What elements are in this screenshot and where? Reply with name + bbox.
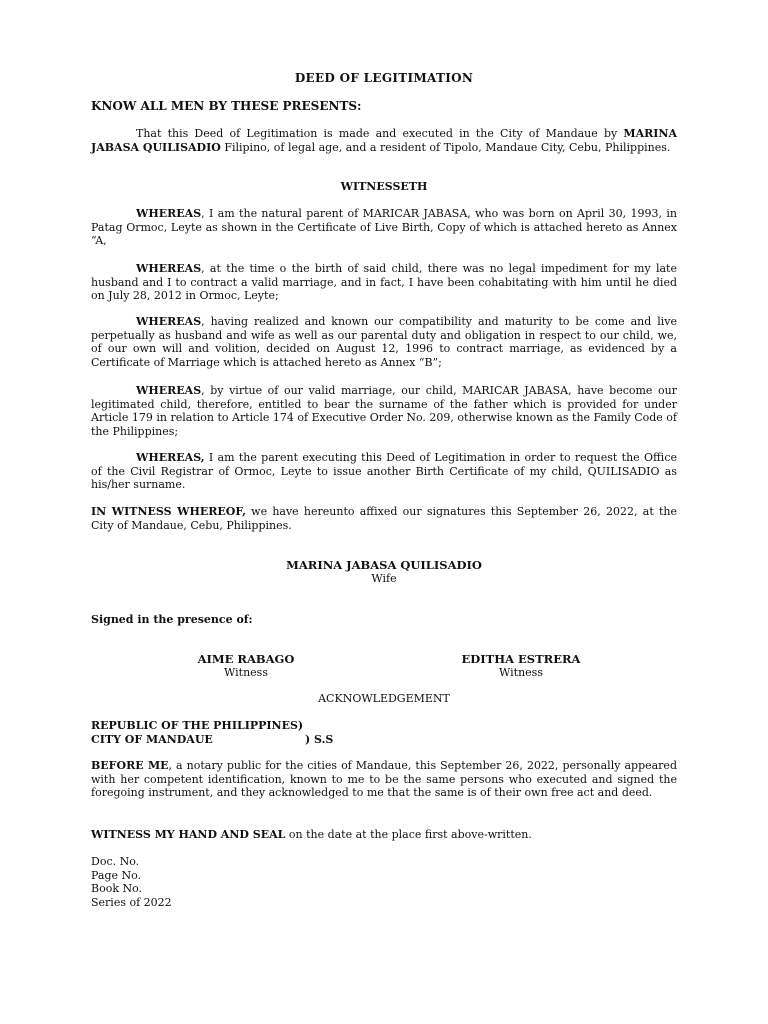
whereas-paragraph-5 bbox=[91, 451, 677, 492]
whereas-lead: WHEREAS bbox=[136, 315, 202, 328]
witness-block-2 bbox=[415, 652, 627, 680]
before-me-paragraph bbox=[91, 759, 677, 800]
whereas-lead: WHEREAS, bbox=[136, 451, 205, 464]
venue-block bbox=[91, 719, 333, 746]
whereas-paragraph-1 bbox=[91, 207, 677, 248]
witnesseth-heading: WITNESSETH bbox=[340, 180, 428, 193]
whereas-paragraph-4 bbox=[91, 384, 677, 438]
signatory-block bbox=[0, 558, 768, 586]
document-title: DEED OF LEGITIMATION bbox=[294, 71, 474, 85]
doc-reference-block bbox=[91, 855, 172, 909]
whereas-text: , by virtue of our valid marriage, our child, MARICAR JABASA, have become our legitimated child, therefore, entitled to bear the surname of the father which is provided for under Article 179 in relation to Article 174 of Executive Order No. 209, otherwise known as the Family Code of the Philippines; bbox=[91, 384, 677, 438]
series-line: Series of 2022 bbox=[91, 895, 172, 909]
venue-ss: ) S.S bbox=[305, 732, 334, 746]
in-witness-lead: IN WITNESS WHEREOF, bbox=[91, 505, 246, 518]
whereas-lead: WHEREAS bbox=[136, 384, 202, 397]
page-no-line: Page No. bbox=[91, 868, 142, 882]
whereas-lead: WHEREAS bbox=[136, 262, 202, 275]
venue-line-2 bbox=[91, 733, 333, 747]
in-witness-text: we have hereunto affixed our signatures this September 26, 2022, at the City of Mandaue, Cebu, Philippines. bbox=[91, 505, 677, 532]
venue-line-1: REPUBLIC OF THE PHILIPPINES) bbox=[91, 719, 304, 732]
witness-hand-text: on the date at the place first above-written. bbox=[285, 828, 532, 841]
book-no-line: Book No. bbox=[91, 882, 143, 895]
witness-role: Witness bbox=[224, 666, 268, 679]
witness-role: Witness bbox=[499, 666, 543, 679]
witness-hand-paragraph bbox=[91, 828, 677, 842]
whereas-paragraph-2 bbox=[91, 262, 677, 303]
acknowledgement-heading: ACKNOWLEDGEMENT bbox=[318, 692, 450, 705]
whereas-text: I am the parent executing this Deed of Legitimation in order to request the Office of the Civil Registrar of Ormoc, Leyte to issue another Birth Certificate of my child, QUILISADIO as his/her surname. bbox=[91, 451, 677, 492]
whereas-paragraph-3 bbox=[91, 315, 677, 369]
signatory-name: MARINA JABASA QUILISADIO bbox=[286, 558, 482, 572]
intro-text-post: Filipino, of legal age, and a resident of Tipolo, Mandaue City, Cebu, Philippines. bbox=[220, 140, 671, 154]
witness-name: EDITHA ESTRERA bbox=[461, 652, 581, 666]
doc-no-line: Doc. No. bbox=[91, 855, 140, 868]
signatory-role: Wife bbox=[371, 572, 397, 585]
in-witness-paragraph bbox=[91, 505, 677, 532]
before-me-text: , a notary public for the cities of Mandaue, this September 26, 2022, personally appeared with her competent identification, known to me to be the same persons who executed and signed the foregoing instrument, and they acknowledged to me that the same is of their own free act and deed. bbox=[91, 759, 677, 800]
witness-hand-lead: WITNESS MY HAND AND SEAL bbox=[91, 828, 286, 841]
intro-name: MARINA JABASA QUILISADIO bbox=[91, 127, 677, 154]
before-me-lead: BEFORE ME bbox=[91, 759, 169, 772]
venue-city: CITY OF MANDAUE bbox=[91, 732, 213, 746]
witness-block-1 bbox=[140, 652, 352, 680]
know-all-heading: KNOW ALL MEN BY THESE PRESENTS: bbox=[91, 99, 362, 113]
whereas-text: , at the time o the birth of said child, there was no legal impediment for my late husband and I to contract a valid marriage, and in fact, I have been cohabitating with him until he died on July 28, 2012 in Ormoc, Leyte; bbox=[91, 262, 677, 303]
intro-paragraph bbox=[91, 127, 677, 154]
whereas-lead: WHEREAS bbox=[136, 207, 202, 220]
intro-text-pre: That this Deed of Legitimation is made and executed in the City of Mandaue by bbox=[136, 127, 624, 140]
whereas-text: , having realized and known our compatibility and maturity to be come and live perpetually as husband and wife as well as our parental duty and obligation in respect to our child, we, of our own will and volition, decided on August 12, 1996 to contract marriage, as evidenced by a Certificate of Marriage which is attached hereto as Annex “B”; bbox=[91, 315, 677, 369]
witness-name: AIME RABAGO bbox=[197, 652, 295, 666]
whereas-text: , I am the natural parent of MARICAR JABASA, who was born on April 30, 1993, in Patag Ormoc, Leyte as shown in the Certificate of Live Birth, Copy of which is attached hereto as Annex “A, bbox=[91, 207, 677, 248]
signed-presence-label: Signed in the presence of: bbox=[91, 613, 253, 626]
